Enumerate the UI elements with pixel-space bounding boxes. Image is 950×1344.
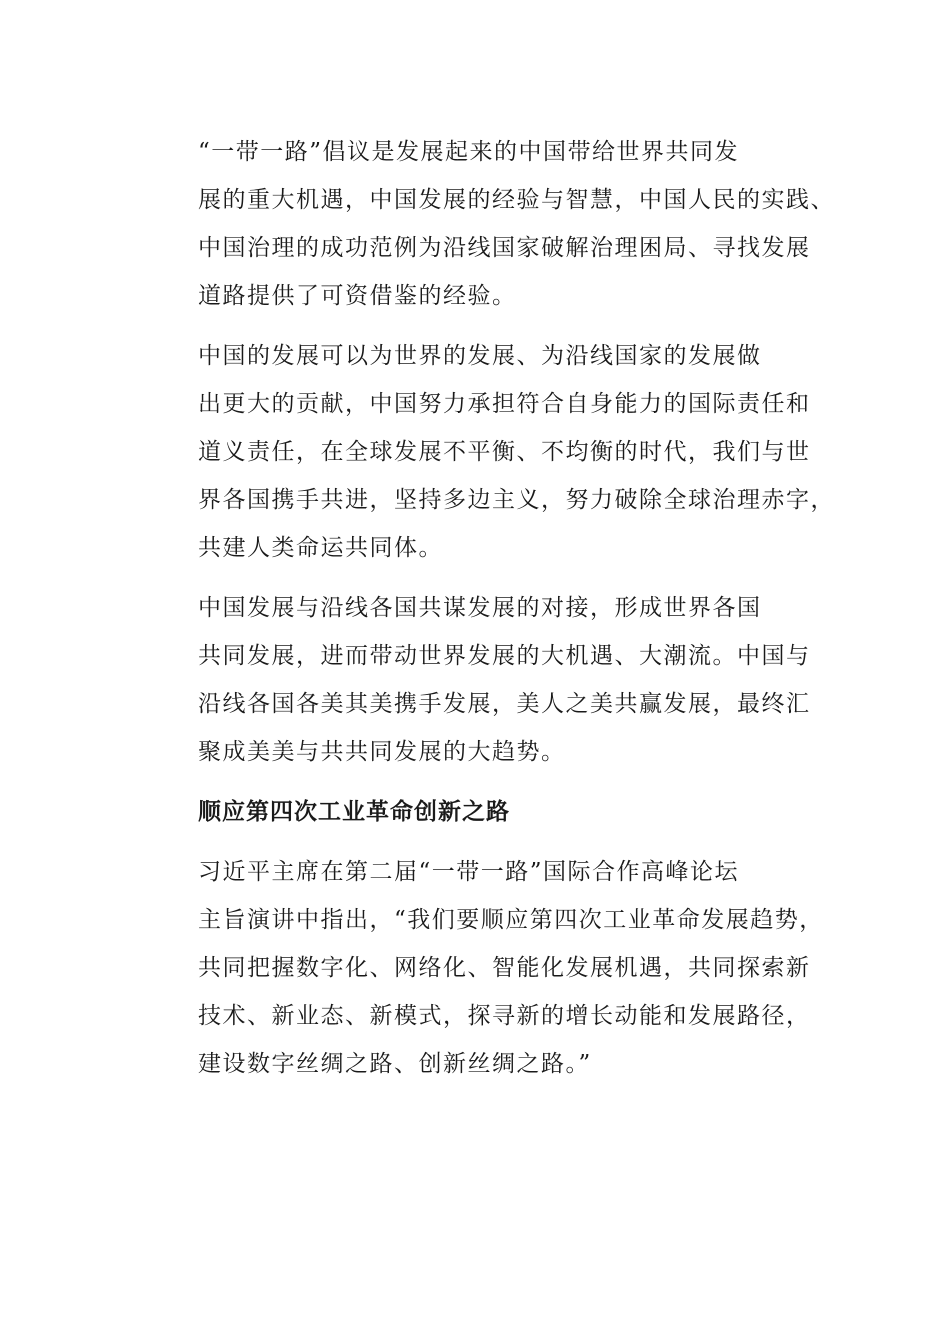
section-heading: 顺应第四次工业革命创新之路 (198, 799, 510, 825)
paragraph-common-development (146, 584, 811, 776)
paragraph-digital-silk-road (146, 848, 824, 1088)
paragraph-belt-and-road-opportunity (146, 128, 835, 320)
text-line: 主旨演讲中指出，“我们要顺应第四次工业革命发展趋势， (198, 907, 824, 933)
document-body (146, 128, 835, 1100)
text-line: 展的重大机遇，中国发展的经验与智慧，中国人民的实践、 (198, 187, 835, 213)
text-line: 聚成美美与共共同发展的大趋势。 (198, 739, 566, 765)
text-line: 中国发展与沿线各国共谋发展的对接，形成世界各国 (198, 595, 762, 621)
text-line: 道路提供了可资借鉴的经验。 (198, 283, 517, 309)
text-line: 建设数字丝绸之路、创新丝绸之路。” (198, 1051, 592, 1077)
paragraph-china-contribution (146, 332, 835, 572)
text-line: 共同把握数字化、网络化、智能化发展机遇，共同探索新 (198, 955, 811, 981)
text-line: “一带一路”倡议是发展起来的中国带给世界共同发 (198, 139, 740, 165)
text-line: 界各国携手共进，坚持多边主义，努力破除全球治理赤字， (198, 487, 835, 513)
text-line: 出更大的贡献，中国努力承担符合自身能力的国际责任和 (198, 391, 811, 417)
text-line: 共同发展，进而带动世界发展的大机遇、大潮流。中国与 (198, 643, 811, 669)
text-line: 道义责任，在全球发展不平衡、不均衡的时代，我们与世 (198, 439, 811, 465)
text-line: 习近平主席在第二届“一带一路”国际合作高峰论坛 (198, 859, 740, 885)
text-line: 中国治理的成功范例为沿线国家破解治理困局、寻找发展 (198, 235, 811, 261)
text-line: 技术、新业态、新模式，探寻新的增长动能和发展路径， (198, 1003, 811, 1029)
text-line: 中国的发展可以为世界的发展、为沿线国家的发展做 (198, 343, 762, 369)
text-line: 沿线各国各美其美携手发展，美人之美共赢发展，最终汇 (198, 691, 811, 717)
text-line: 共建人类命运共同体。 (198, 535, 443, 561)
